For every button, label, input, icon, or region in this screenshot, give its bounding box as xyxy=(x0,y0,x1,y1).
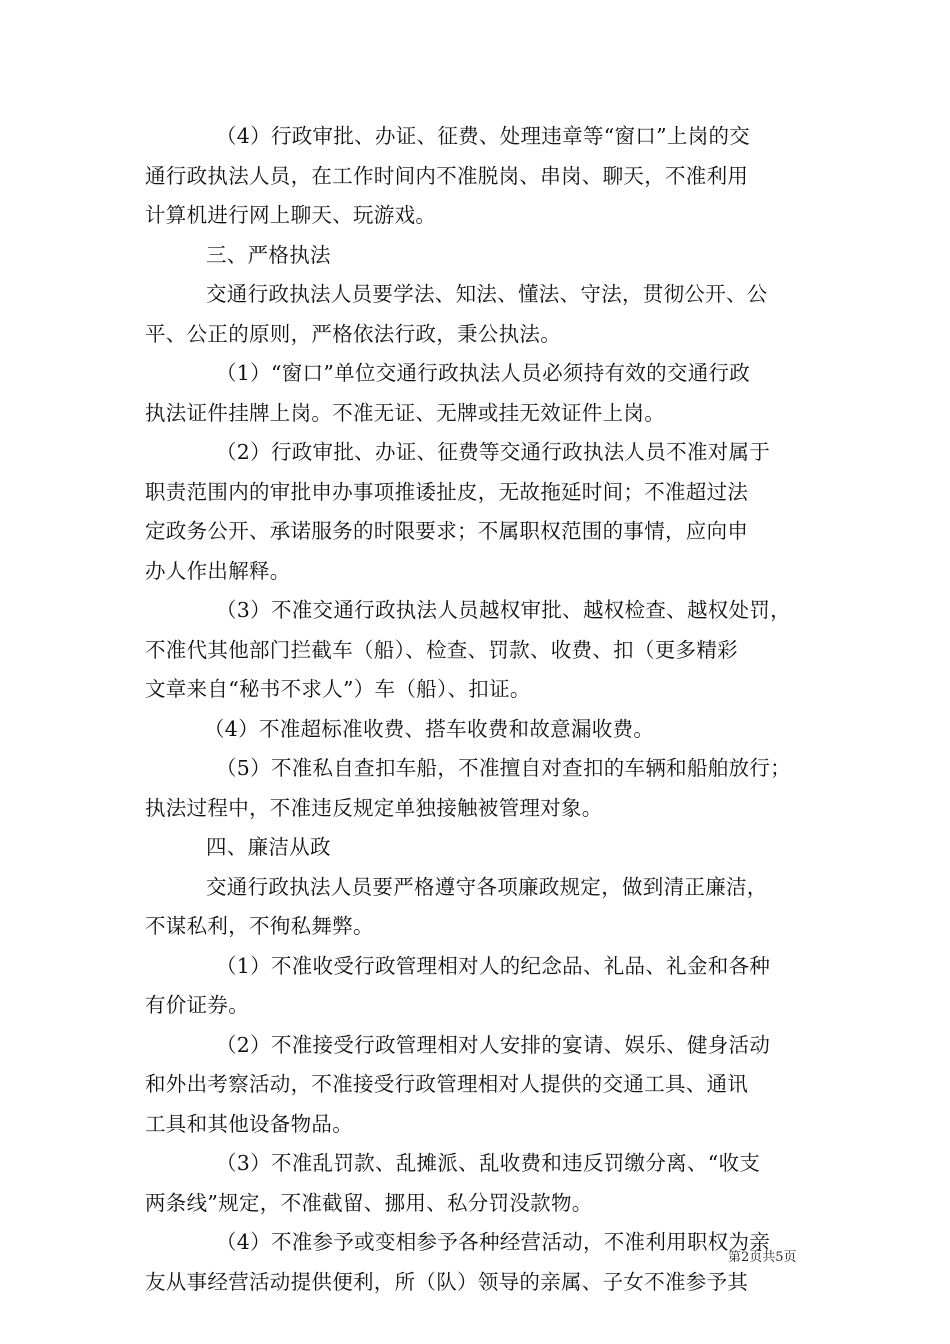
text-line: 通行政执法人员，在工作时间内不准脱岗、串岗、聊天，不准利用 xyxy=(145,163,749,188)
document-body xyxy=(145,117,810,1302)
text-line: 办人作出解释。 xyxy=(145,558,291,583)
text-line: 不准代其他部门拦截车（船）、检查、罚款、收费、扣（更多精彩 xyxy=(145,637,738,662)
text-line: 不谋私利，不徇私舞弊。 xyxy=(145,914,374,938)
text-line: （4）行政审批、办证、征费、处理违章等“窗口”上岗的交 xyxy=(216,124,751,148)
text-line: （3）不准交通行政执法人员越权审批、越权检查、越权处罚， xyxy=(216,598,791,622)
text-line: 计算机进行网上聊天、玩游戏。 xyxy=(145,203,437,227)
text-line: 定政务公开、承诺服务的时限要求；不属职权范围的事情，应向申 xyxy=(145,519,749,543)
text-line: 交通行政执法人员要学法、知法、懂法、守法，贯彻公开、公 xyxy=(206,282,768,306)
text-line: 两条线”规定，不准截留、挪用、私分罚没款物。 xyxy=(145,1190,593,1215)
text-line: 文章来自“秘书不求人”）车（船）、扣证。 xyxy=(145,677,531,701)
page-number: 第2页共5页 xyxy=(728,1250,797,1265)
text-line: （5）不准私自查扣车船，不准擅自对查扣的车辆和船舶放行； xyxy=(216,756,791,780)
text-line: 有价证券。 xyxy=(145,993,249,1017)
text-line: 平、公正的原则，严格依法行政，秉公执法。 xyxy=(145,321,561,346)
text-line: （4）不准超标准收费、搭车收费和故意漏收费。 xyxy=(204,716,655,741)
text-line: 和外出考察活动，不准接受行政管理相对人提供的交通工具、通讯 xyxy=(145,1072,749,1096)
text-line: 执法过程中，不准违反规定单独接触被管理对象。 xyxy=(145,795,603,820)
text-line: 四、廉洁从政 xyxy=(206,835,331,859)
text-line: 职责范围内的审批申办事项推诿扯皮，无故拖延时间；不准超过法 xyxy=(145,479,749,504)
text-line: （1）“窗口”单位交通行政执法人员必须持有效的交通行政 xyxy=(216,361,751,385)
text-line: （2）行政审批、办证、征费等交通行政执法人员不准对属于 xyxy=(216,440,771,464)
text-line: 友从事经营活动提供便利，所（队）领导的亲属、子女不准参予其 xyxy=(145,1269,749,1294)
text-line: 执法证件挂牌上岗。不准无证、无牌或挂无效证件上岗。 xyxy=(145,400,665,425)
text-line: （2）不准接受行政管理相对人安排的宴请、娱乐、健身活动 xyxy=(216,1032,771,1057)
text-line: 交通行政执法人员要严格遵守各项廉政规定，做到清正廉洁， xyxy=(206,874,768,899)
text-line: （3）不准乱罚款、乱摊派、乱收费和违反罚缴分离、“收支 xyxy=(216,1151,761,1175)
text-line: （4）不准参予或变相参予各种经营活动，不准利用职权为亲 xyxy=(216,1230,771,1254)
text-line: 三、严格执法 xyxy=(206,242,331,267)
text-line: 工具和其他设备物品。 xyxy=(145,1111,353,1136)
text-line: （1）不准收受行政管理相对人的纪念品、礼品、礼金和各种 xyxy=(216,953,771,978)
